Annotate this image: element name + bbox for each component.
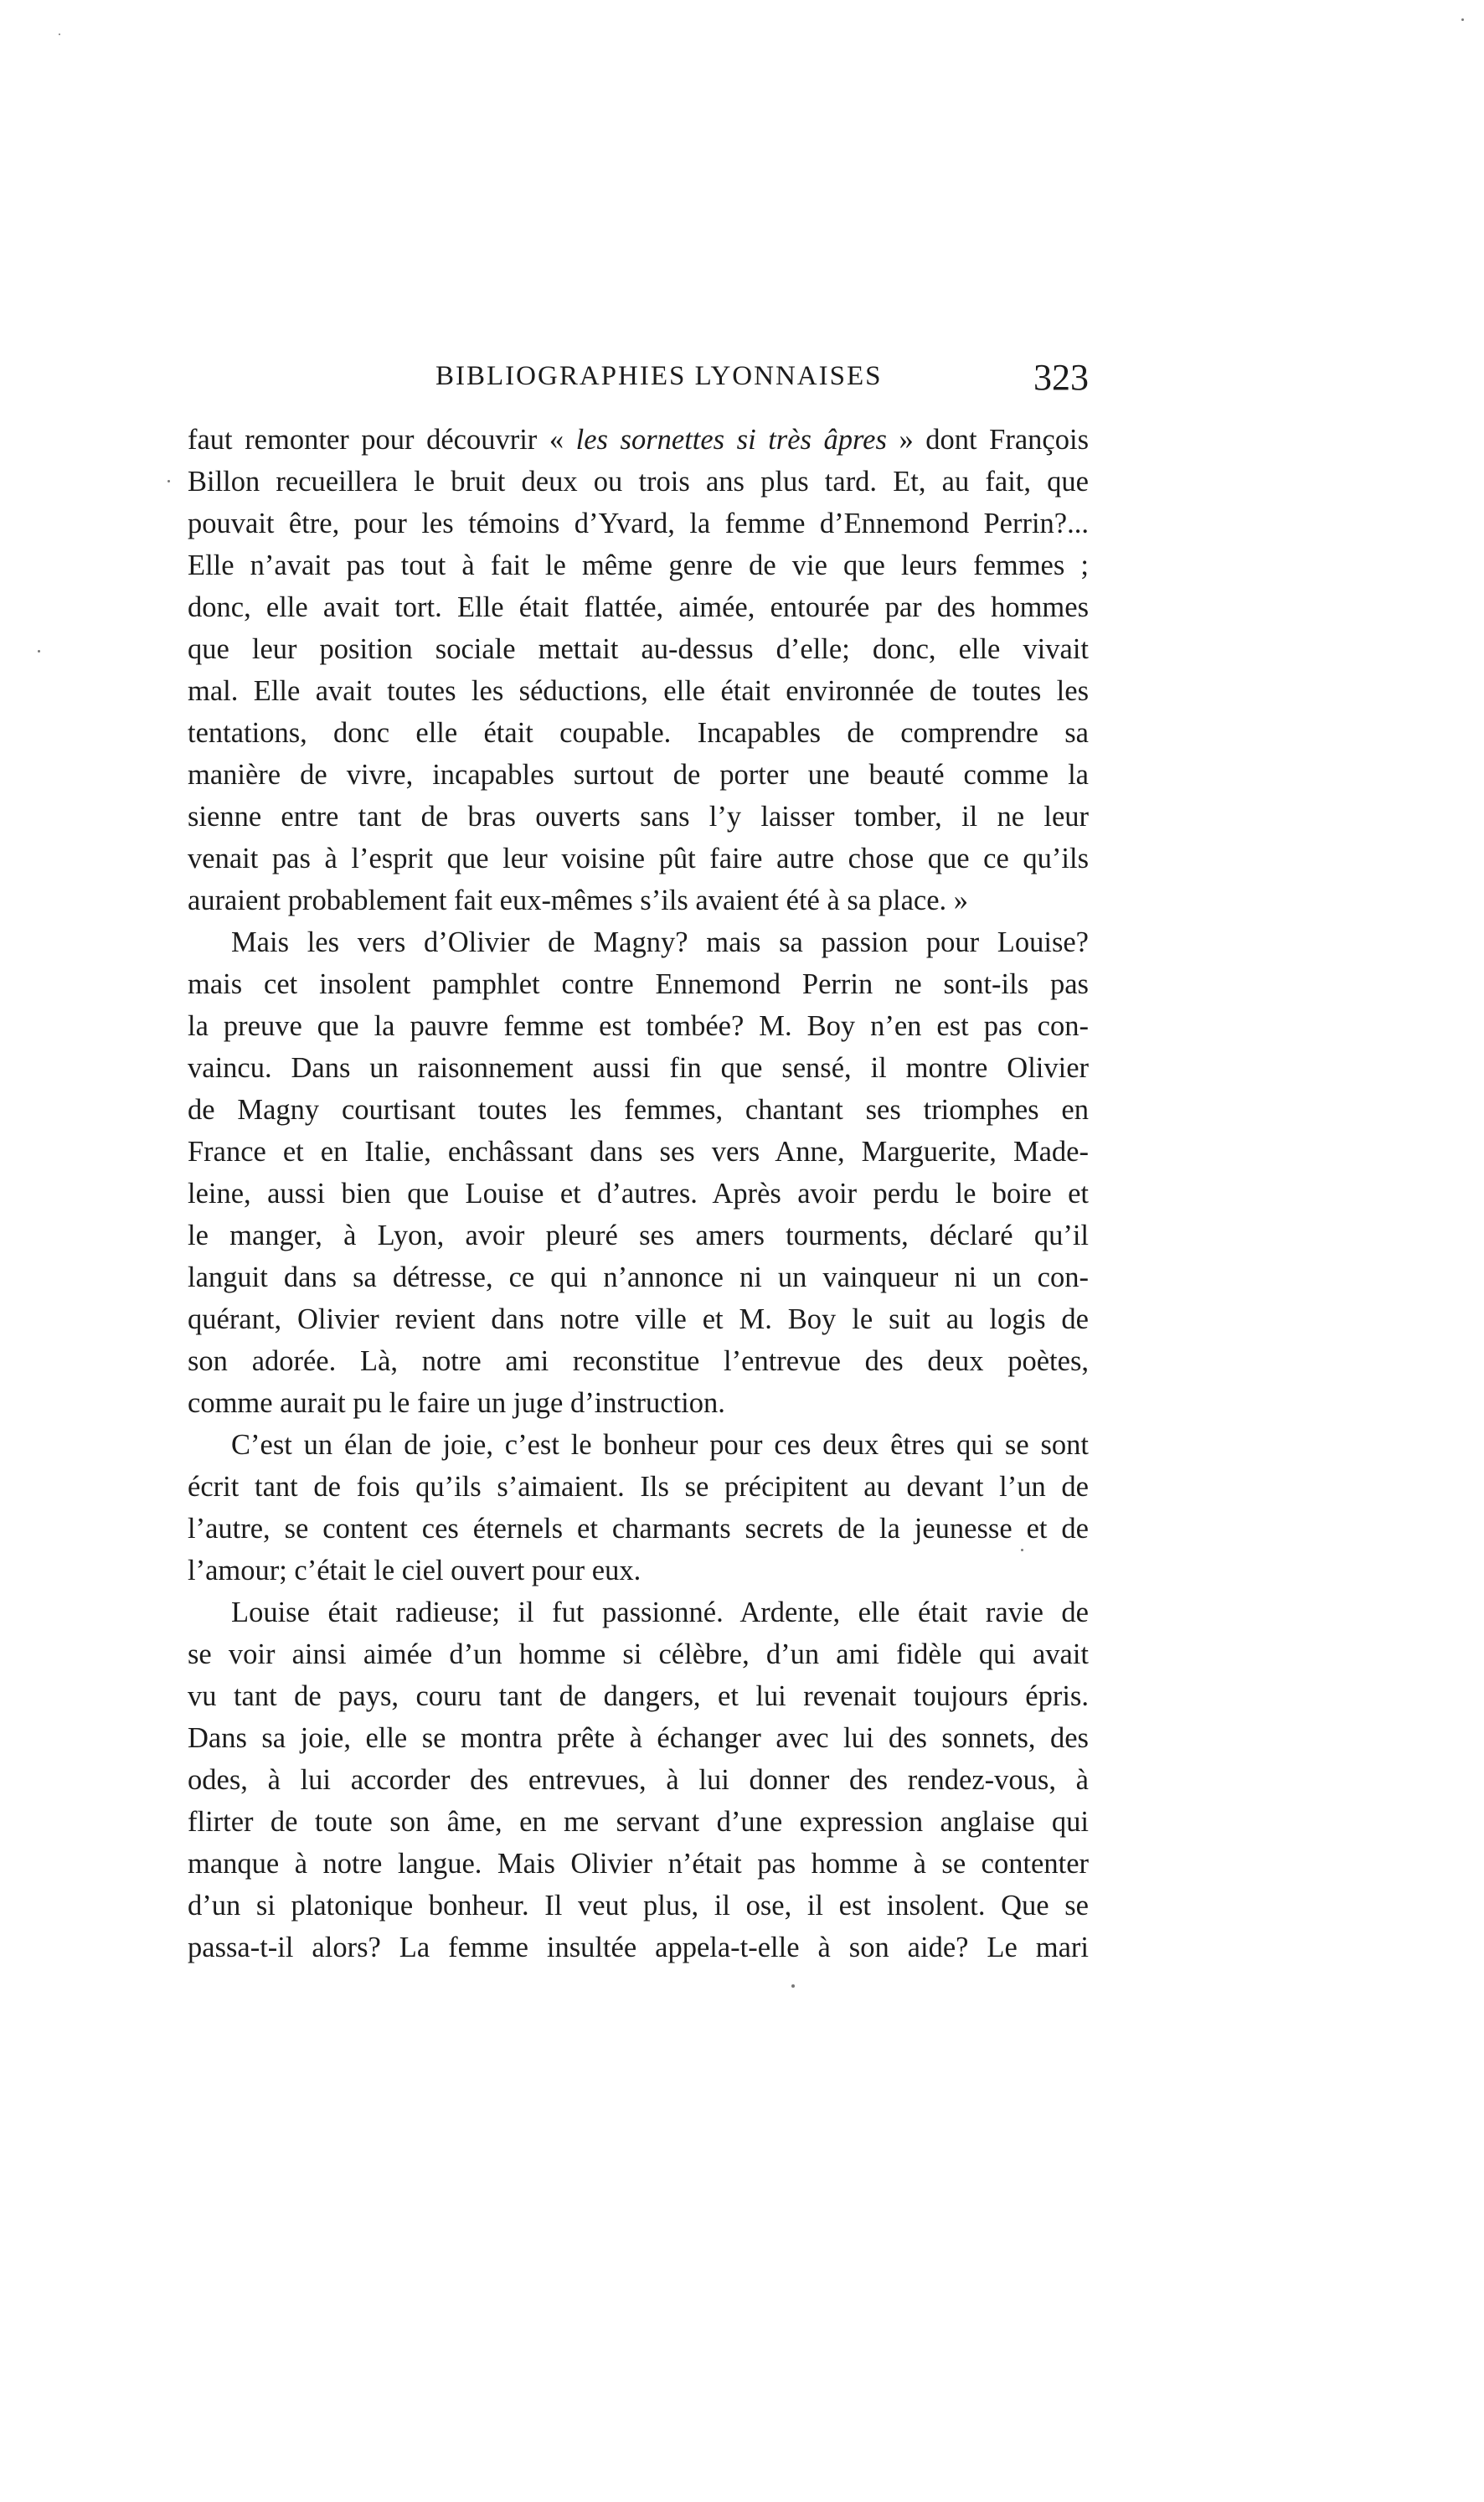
text-line: odes, à lui accorder des entrevues, à lui donner des rendez-vous, à (188, 1764, 1089, 1796)
scan-speck (167, 480, 170, 482)
text-line: manque à notre langue. Mais Olivier n’était pas homme à se contenter (188, 1848, 1089, 1880)
text-line: l’autre, se content ces éternels et charmants secrets de la jeunesse et de (188, 1513, 1089, 1545)
text-line: comme aurait pu le faire un juge d’instruction. (188, 1387, 725, 1419)
text-line: Billon recueillera le bruit deux ou trois ans plus tard. Et, au fait, que (188, 466, 1089, 498)
text-line: vaincu. Dans un raisonnement aussi fin que sensé, il montre Olivier (188, 1052, 1089, 1084)
text-line: Louise était radieuse; il fut passionné. Ardente, elle était ravie de (231, 1597, 1089, 1628)
page-header (188, 356, 1089, 406)
text-line: se voir ainsi aimée d’un homme si célèbre, d’un ami fidèle qui avait (188, 1638, 1089, 1670)
text-line: donc, elle avait tort. Elle était flattée, aimée, entourée par des hommes (188, 591, 1089, 623)
text-line: Dans sa joie, elle se montra prête à échanger avec lui des sonnets, des (188, 1722, 1089, 1754)
text-line: que leur position sociale mettait au-dessus d’elle; donc, elle vivait (188, 633, 1089, 665)
text-line: languit dans sa détresse, ce qui n’annonce ni un vainqueur ni un con- (188, 1261, 1089, 1293)
page-number: 323 (1033, 357, 1089, 398)
text-line: quérant, Olivier revient dans notre ville et M. Boy le suit au logis de (188, 1303, 1089, 1335)
text-line: faut remonter pour découvrir « les sornettes si très âpres » dont François (188, 424, 1089, 456)
text-line: auraient probablement fait eux-mêmes s’ils avaient été à sa place. » (188, 885, 969, 916)
text-line: tentations, donc elle était coupable. Incapables de comprendre sa (188, 717, 1089, 749)
running-title: BIBLIOGRAPHIES LYONNAISES (435, 361, 883, 391)
text-line: son adorée. Là, notre ami reconstitue l’entrevue des deux poètes, (188, 1345, 1089, 1377)
text-line: leine, aussi bien que Louise et d’autres. Après avoir perdu le boire et (188, 1178, 1089, 1210)
text-line: Elle n’avait pas tout à fait le même genre de vie que leurs femmes ; (188, 549, 1089, 581)
paragraph (188, 1424, 1089, 1591)
text-line: venait pas à l’esprit que leur voisine pût faire autre chose que ce qu’ils (188, 843, 1089, 874)
text-line: écrit tant de fois qu’ils s’aimaient. Ils se précipitent au devant l’un de (188, 1471, 1089, 1503)
paragraph (188, 1591, 1089, 1968)
text-line: l’amour; c’était le ciel ouvert pour eux. (188, 1555, 642, 1586)
text-line: de Magny courtisant toutes les femmes, chantant ses triomphes en (188, 1094, 1089, 1126)
scan-speck (791, 1984, 795, 1988)
paragraph (188, 921, 1089, 1424)
scan-speck (59, 34, 60, 35)
text-line: flirter de toute son âme, en me servant d’une expression anglaise qui (188, 1806, 1089, 1838)
text-line: sienne entre tant de bras ouverts sans l’y laisser tomber, il ne leur (188, 801, 1089, 833)
text-line: passa-t-il alors? La femme insultée appela-t-elle à son aide? Le mari (188, 1932, 1089, 1963)
paragraph (188, 419, 1089, 921)
text-line: pouvait être, pour les témoins d’Yvard, la femme d’Ennemond Perrin?... (188, 508, 1089, 539)
text-line: manière de vivre, incapables surtout de porter une beauté comme la (188, 759, 1089, 791)
text-line: France et en Italie, enchâssant dans ses vers Anne, Marguerite, Made- (188, 1136, 1089, 1168)
body-text (188, 419, 1089, 1968)
text-line: mal. Elle avait toutes les séductions, elle était environnée de toutes les (188, 675, 1089, 707)
text-line: la preuve que la pauvre femme est tombée? M. Boy n’en est pas con- (188, 1010, 1089, 1042)
italic-title: les sornettes si très âpres (575, 424, 887, 456)
text-line: C’est un élan de joie, c’est le bonheur pour ces deux êtres qui se sont (231, 1429, 1089, 1461)
scan-speck (38, 650, 40, 653)
text-line: Mais les vers d’Olivier de Magny? mais sa passion pour Louise? (231, 926, 1089, 958)
scan-speck (1461, 18, 1464, 21)
scan-speck (1021, 1549, 1023, 1551)
text-line: vu tant de pays, couru tant de dangers, et lui revenait toujours épris. (188, 1680, 1089, 1712)
text-line: mais cet insolent pamphlet contre Ennemond Perrin ne sont-ils pas (188, 968, 1089, 1000)
text-line: le manger, à Lyon, avoir pleuré ses amers tourments, déclaré qu’il (188, 1220, 1089, 1251)
text-line: d’un si platonique bonheur. Il veut plus, il ose, il est insolent. Que se (188, 1890, 1089, 1922)
